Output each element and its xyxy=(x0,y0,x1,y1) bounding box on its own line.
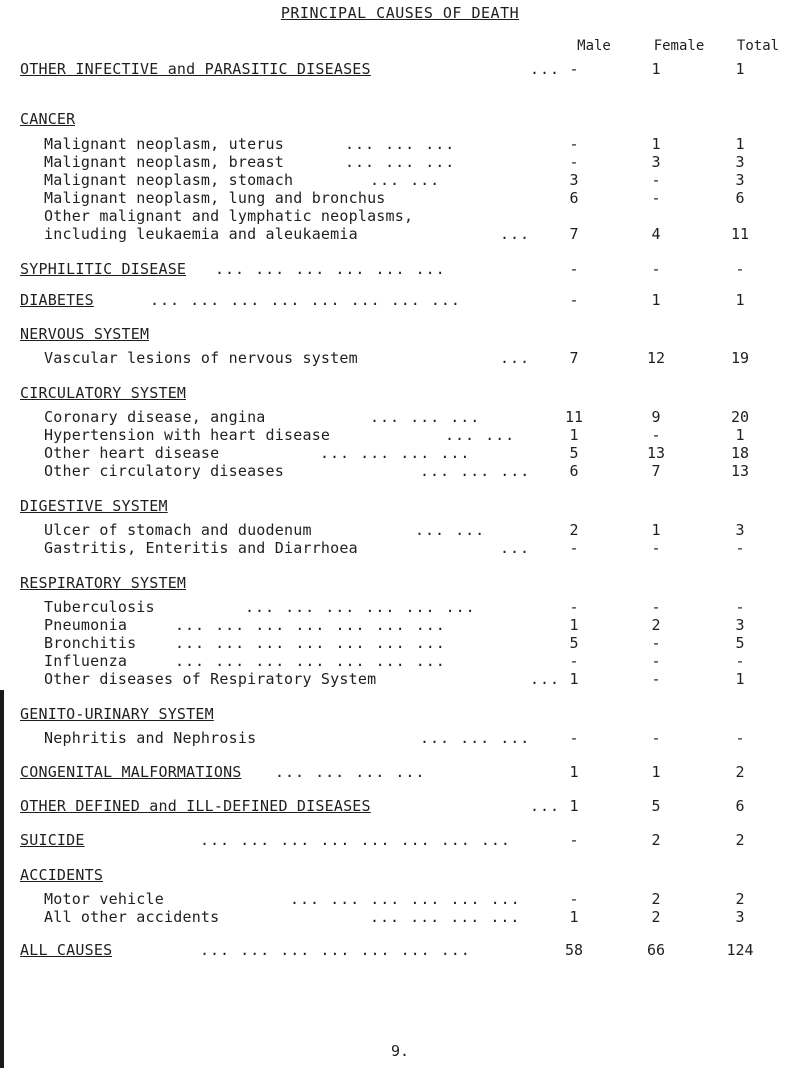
male-count: - xyxy=(569,260,579,278)
female-count: - xyxy=(651,729,661,747)
female-count: 4 xyxy=(651,225,661,243)
cause-label: Coronary disease, angina xyxy=(44,408,266,426)
category-label: OTHER DEFINED and ILL-DEFINED DISEASES xyxy=(20,797,371,815)
total-count: 3 xyxy=(735,616,745,634)
column-header-female: Female xyxy=(653,38,705,54)
category-label: DIGESTIVE SYSTEM xyxy=(20,497,168,515)
category-label: SUICIDE xyxy=(20,831,85,849)
male-count: 7 xyxy=(569,225,579,243)
cause-row xyxy=(0,616,800,636)
leader-dots: ... ... ... ... ... ... xyxy=(215,260,446,278)
cause-row xyxy=(0,153,800,173)
leader-dots: ... ... ... xyxy=(420,462,531,480)
female-count: - xyxy=(651,670,661,688)
category-label: SYPHILITIC DISEASE xyxy=(20,260,187,278)
total-count: - xyxy=(735,652,745,670)
leader-dots: ... xyxy=(500,225,531,243)
total-count: - xyxy=(735,729,745,747)
male-count: 1 xyxy=(569,616,579,634)
female-count: 2 xyxy=(651,908,661,926)
male-count: 5 xyxy=(569,444,579,462)
category-label: ACCIDENTS xyxy=(20,866,104,884)
category-label: CIRCULATORY SYSTEM xyxy=(20,384,187,402)
cause-label: Motor vehicle xyxy=(44,890,164,908)
total-count: - xyxy=(735,598,745,616)
male-count: - xyxy=(569,831,579,849)
male-count: 6 xyxy=(569,189,579,207)
total-count: 2 xyxy=(735,831,745,849)
leader-dots: ... ... ... ... xyxy=(370,908,521,926)
category-label: NERVOUS SYSTEM xyxy=(20,325,150,343)
category-label: RESPIRATORY SYSTEM xyxy=(20,574,187,592)
total-count: - xyxy=(735,539,745,557)
female-count: 66 xyxy=(646,941,666,959)
cause-row xyxy=(0,426,800,446)
category-label: DIABETES xyxy=(20,291,94,309)
cause-row xyxy=(0,634,800,654)
female-count: 2 xyxy=(651,831,661,849)
category-row xyxy=(0,60,800,80)
leader-dots: ... xyxy=(530,670,561,688)
category-row xyxy=(0,866,800,886)
cause-row xyxy=(0,408,800,428)
leader-dots: ... ... ... xyxy=(345,153,456,171)
male-count: - xyxy=(569,652,579,670)
category-label: CANCER xyxy=(20,110,76,128)
total-count: 1 xyxy=(735,60,745,78)
page-title-text: PRINCIPAL CAUSES OF DEATH xyxy=(280,4,520,22)
female-count: - xyxy=(651,260,661,278)
female-count: 13 xyxy=(646,444,666,462)
female-count: 1 xyxy=(651,135,661,153)
column-header-male: Male xyxy=(577,38,611,54)
male-count: 5 xyxy=(569,634,579,652)
cause-label: Other malignant and lymphatic neoplasms, xyxy=(44,207,414,225)
cause-row xyxy=(0,652,800,672)
female-count: 1 xyxy=(651,291,661,309)
cause-row xyxy=(0,890,800,910)
male-count: 3 xyxy=(569,171,579,189)
category-row xyxy=(0,497,800,517)
male-count: 2 xyxy=(569,521,579,539)
male-count: 6 xyxy=(569,462,579,480)
cause-label: Hypertension with heart disease xyxy=(44,426,331,444)
cause-row xyxy=(0,225,800,245)
category-row xyxy=(0,260,800,280)
category-row xyxy=(0,941,800,961)
total-count: 1 xyxy=(735,135,745,153)
page-number: 9. xyxy=(390,1042,410,1060)
male-count: - xyxy=(569,135,579,153)
total-count: 11 xyxy=(730,225,750,243)
category-label: CONGENITAL MALFORMATIONS xyxy=(20,763,242,781)
cause-row xyxy=(0,908,800,928)
total-count: 124 xyxy=(726,941,754,959)
cause-row xyxy=(0,207,800,227)
male-count: 1 xyxy=(569,908,579,926)
cause-label: Other diseases of Respiratory System xyxy=(44,670,377,688)
female-count: 7 xyxy=(651,462,661,480)
cause-label: Ulcer of stomach and duodenum xyxy=(44,521,312,539)
category-row xyxy=(0,384,800,404)
female-count: - xyxy=(651,189,661,207)
cause-row xyxy=(0,189,800,209)
cause-label: Malignant neoplasm, uterus xyxy=(44,135,284,153)
female-count: 2 xyxy=(651,616,661,634)
leader-dots: ... ... ... ... ... ... ... xyxy=(175,652,446,670)
male-count: - xyxy=(569,598,579,616)
total-count: 3 xyxy=(735,153,745,171)
cause-label: Nephritis and Nephrosis xyxy=(44,729,257,747)
female-count: 1 xyxy=(651,521,661,539)
total-count: - xyxy=(735,260,745,278)
cause-row xyxy=(0,171,800,191)
leader-dots: ... ... xyxy=(370,171,441,189)
female-count: - xyxy=(651,539,661,557)
leader-dots: ... ... ... ... ... ... ... xyxy=(200,941,471,959)
cause-label: Malignant neoplasm, breast xyxy=(44,153,284,171)
cause-row xyxy=(0,135,800,155)
cause-label: including leukaemia and aleukaemia xyxy=(44,225,358,243)
leader-dots: ... ... ... ... ... ... ... ... xyxy=(150,291,461,309)
total-count: 6 xyxy=(735,189,745,207)
female-count: 12 xyxy=(646,349,666,367)
total-count: 1 xyxy=(735,291,745,309)
category-row xyxy=(0,831,800,851)
male-count: 7 xyxy=(569,349,579,367)
total-count: 19 xyxy=(730,349,750,367)
category-label: ALL CAUSES xyxy=(20,941,113,959)
male-count: 1 xyxy=(569,763,579,781)
total-count: 13 xyxy=(730,462,750,480)
category-row xyxy=(0,325,800,345)
total-count: 6 xyxy=(735,797,745,815)
female-count: 3 xyxy=(651,153,661,171)
cause-label: Tuberculosis xyxy=(44,598,155,616)
total-count: 1 xyxy=(735,426,745,444)
total-count: 1 xyxy=(735,670,745,688)
female-count: - xyxy=(651,426,661,444)
column-header-total: Total xyxy=(736,38,780,54)
male-count: 1 xyxy=(569,797,579,815)
category-row xyxy=(0,574,800,594)
female-count: 5 xyxy=(651,797,661,815)
total-count: 2 xyxy=(735,890,745,908)
leader-dots: ... xyxy=(530,797,561,815)
cause-row xyxy=(0,539,800,559)
male-count: 11 xyxy=(564,408,584,426)
cause-row xyxy=(0,729,800,749)
category-label: OTHER INFECTIVE and PARASITIC DISEASES xyxy=(20,60,371,78)
leader-dots: ... ... ... ... xyxy=(320,444,471,462)
leader-dots: ... ... ... ... xyxy=(275,763,426,781)
total-count: 18 xyxy=(730,444,750,462)
leader-dots: ... ... xyxy=(445,426,516,444)
cause-row xyxy=(0,521,800,541)
female-count: - xyxy=(651,598,661,616)
male-count: - xyxy=(569,153,579,171)
cause-label: Gastritis, Enteritis and Diarrhoea xyxy=(44,539,358,557)
cause-row xyxy=(0,670,800,690)
leader-dots: ... xyxy=(500,539,531,557)
cause-label: Bronchitis xyxy=(44,634,137,652)
cause-label: Other circulatory diseases xyxy=(44,462,284,480)
left-margin-rule xyxy=(0,690,4,1068)
category-row xyxy=(0,110,800,130)
cause-row xyxy=(0,598,800,618)
category-row xyxy=(0,763,800,783)
category-label: GENITO-URINARY SYSTEM xyxy=(20,705,214,723)
page-title xyxy=(0,4,800,22)
female-count: - xyxy=(651,171,661,189)
cause-label: Malignant neoplasm, stomach xyxy=(44,171,294,189)
cause-row xyxy=(0,349,800,369)
female-count: 1 xyxy=(651,763,661,781)
leader-dots: ... xyxy=(500,349,531,367)
leader-dots: ... ... ... ... ... ... xyxy=(290,890,521,908)
female-count: 1 xyxy=(651,60,661,78)
male-count: 1 xyxy=(569,426,579,444)
male-count: - xyxy=(569,890,579,908)
total-count: 3 xyxy=(735,908,745,926)
total-count: 5 xyxy=(735,634,745,652)
category-row xyxy=(0,797,800,817)
cause-label: Influenza xyxy=(44,652,128,670)
male-count: - xyxy=(569,60,579,78)
cause-label: Vascular lesions of nervous system xyxy=(44,349,358,367)
leader-dots: ... xyxy=(530,60,561,78)
total-count: 3 xyxy=(735,171,745,189)
leader-dots: ... ... ... xyxy=(345,135,456,153)
male-count: - xyxy=(569,291,579,309)
total-count: 2 xyxy=(735,763,745,781)
cause-label: All other accidents xyxy=(44,908,220,926)
male-count: 1 xyxy=(569,670,579,688)
female-count: - xyxy=(651,634,661,652)
category-row xyxy=(0,705,800,725)
cause-row xyxy=(0,462,800,482)
leader-dots: ... ... ... ... ... ... xyxy=(245,598,476,616)
leader-dots: ... ... ... xyxy=(370,408,481,426)
total-count: 3 xyxy=(735,521,745,539)
cause-label: Other heart disease xyxy=(44,444,220,462)
leader-dots: ... ... xyxy=(415,521,486,539)
male-count: - xyxy=(569,729,579,747)
cause-label: Malignant neoplasm, lung and bronchus xyxy=(44,189,386,207)
leader-dots: ... ... ... ... ... ... ... xyxy=(175,616,446,634)
female-count: 2 xyxy=(651,890,661,908)
female-count: 9 xyxy=(651,408,661,426)
total-count: 20 xyxy=(730,408,750,426)
female-count: - xyxy=(651,652,661,670)
category-row xyxy=(0,291,800,311)
cause-row xyxy=(0,444,800,464)
male-count: - xyxy=(569,539,579,557)
leader-dots: ... ... ... xyxy=(420,729,531,747)
cause-label: Pneumonia xyxy=(44,616,128,634)
leader-dots: ... ... ... ... ... ... ... xyxy=(175,634,446,652)
male-count: 58 xyxy=(564,941,584,959)
leader-dots: ... ... ... ... ... ... ... ... xyxy=(200,831,511,849)
